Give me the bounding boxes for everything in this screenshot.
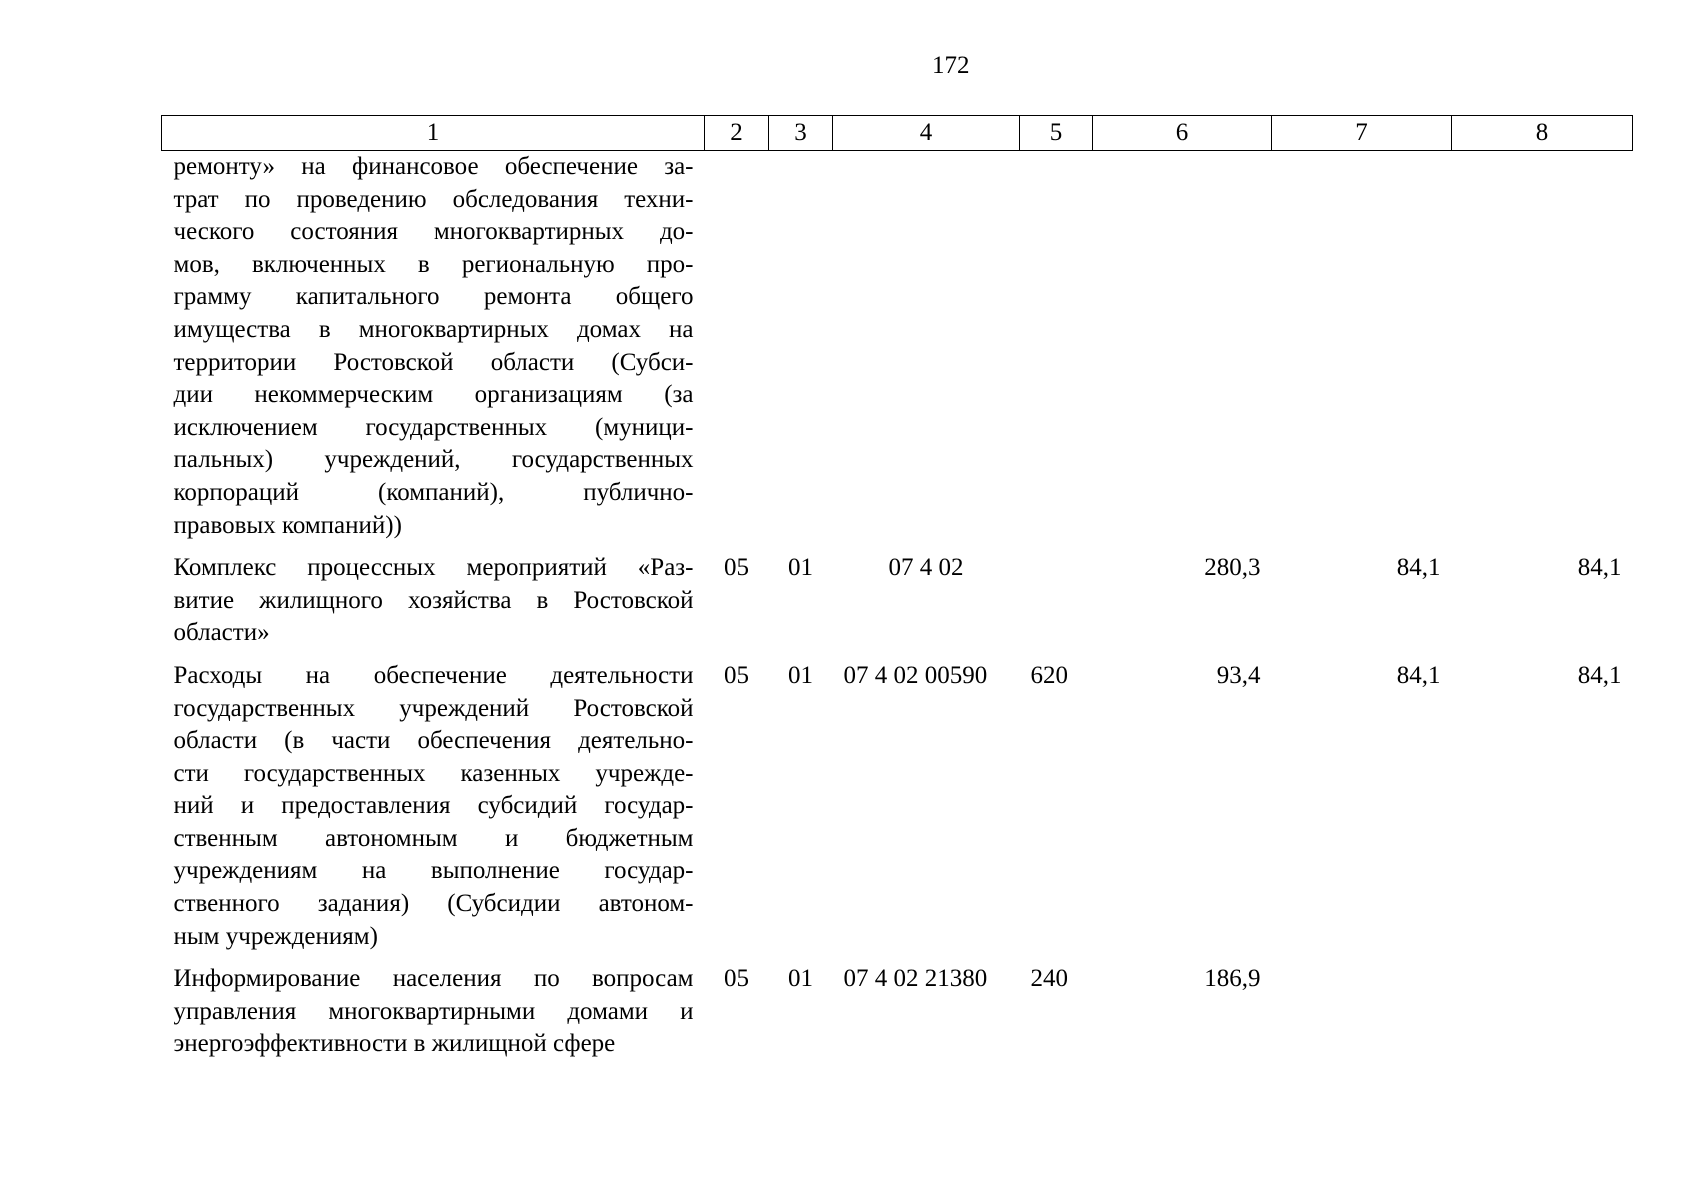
table-header	[162, 116, 1633, 151]
row-subsection-code	[769, 151, 833, 553]
row-section-code: 05	[724, 965, 749, 993]
description-line: Информирование населения по вопросам	[173, 965, 694, 993]
description-line: учреждениям на выполнение государ-	[173, 857, 694, 885]
description-line: области»	[173, 619, 270, 647]
row-description	[162, 552, 705, 660]
description-line: пальных) учреждений, государственных	[173, 446, 694, 474]
description-line: ственного задания) (Субсидии автоном-	[173, 890, 694, 918]
header-col-8: 8	[1452, 116, 1633, 151]
row-amount-col-6: 186,9	[1204, 965, 1261, 993]
description-line: ственным автономным и бюджетным	[173, 824, 694, 852]
description-line: мов, включенных в региональную про-	[173, 250, 694, 278]
table-body	[162, 151, 1633, 1062]
row-expense-type-code	[1020, 552, 1093, 660]
header-col-1: 1	[162, 116, 705, 151]
description-line: управления многоквартирными домами и	[173, 997, 694, 1025]
row-amount-col-7: 84,1	[1396, 554, 1441, 582]
header-col-3: 3	[769, 116, 833, 151]
row-section-code: 05	[724, 661, 749, 689]
row-amount-col-7	[1272, 151, 1452, 553]
description-line: трат по проведению обследования техни-	[173, 185, 694, 213]
row-description	[162, 660, 705, 963]
row-amount-col-8	[1452, 151, 1633, 553]
row-section-code: 05	[724, 554, 749, 582]
row-target-article-code: 07 4 02	[888, 554, 964, 582]
description-line: дии некоммерческим организациям (за	[173, 381, 694, 409]
budget-table	[161, 115, 1633, 1061]
row-subsection-code: 01	[788, 965, 813, 993]
row-amount-col-8: 84,1	[1577, 554, 1622, 582]
row-subsection-code: 01	[788, 554, 813, 582]
header-col-7: 7	[1272, 116, 1452, 151]
description-line: ным учреждениям)	[173, 922, 378, 950]
row-target-article-code: 07 4 02 21380	[843, 965, 988, 993]
table-row	[162, 151, 1633, 553]
description-line: территории Ростовской области (Субси-	[173, 348, 694, 376]
row-section-code	[705, 151, 769, 553]
row-expense-type-code: 240	[1030, 965, 1068, 993]
description-line: государственных учреждений Ростовской	[173, 694, 694, 722]
description-line: ческого состояния многоквартирных до-	[173, 218, 694, 246]
page-number: 172	[932, 52, 970, 79]
header-col-5: 5	[1020, 116, 1093, 151]
table-row	[162, 963, 1633, 1061]
row-amount-col-6: 93,4	[1216, 661, 1261, 689]
description-line: правовых компаний))	[173, 511, 402, 539]
row-description	[162, 963, 705, 1061]
row-target-article-code	[833, 151, 1020, 553]
row-amount-col-7: 84,1	[1396, 661, 1441, 689]
table-header-row	[162, 116, 1633, 151]
description-line: грамму капитального ремонта общего	[173, 283, 694, 311]
row-description	[162, 151, 705, 553]
row-amount-col-7	[1272, 963, 1452, 1061]
description-line: Комплекс процессных мероприятий «Раз-	[173, 554, 694, 582]
row-amount-col-6	[1093, 151, 1272, 553]
row-expense-type-code: 620	[1030, 661, 1068, 689]
description-line: ний и предоставления субсидий государ-	[173, 792, 694, 820]
row-target-article-code: 07 4 02 00590	[843, 661, 988, 689]
description-line: энергоэффективности в жилищной сфере	[173, 1030, 616, 1058]
header-col-4: 4	[833, 116, 1020, 151]
row-amount-col-6: 280,3	[1204, 554, 1261, 582]
row-amount-col-8	[1452, 963, 1633, 1061]
header-col-2: 2	[705, 116, 769, 151]
row-subsection-code: 01	[788, 661, 813, 689]
description-line: Расходы на обеспечение деятельности	[173, 661, 694, 689]
row-amount-col-8: 84,1	[1577, 661, 1622, 689]
row-expense-type-code	[1020, 151, 1093, 553]
header-col-6: 6	[1093, 116, 1272, 151]
description-line: области (в части обеспечения деятельно-	[173, 727, 694, 755]
description-line: ремонту» на финансовое обеспечение за-	[173, 153, 694, 180]
description-line: имущества в многоквартирных домах на	[173, 315, 694, 343]
description-line: корпораций (компаний), публично-	[173, 478, 694, 506]
description-line: исключением государственных (муници-	[173, 413, 694, 441]
table-row	[162, 552, 1633, 660]
description-line: сти государственных казенных учрежде-	[173, 759, 694, 787]
description-line: витие жилищного хозяйства в Ростовской	[173, 586, 694, 614]
table-row	[162, 660, 1633, 963]
